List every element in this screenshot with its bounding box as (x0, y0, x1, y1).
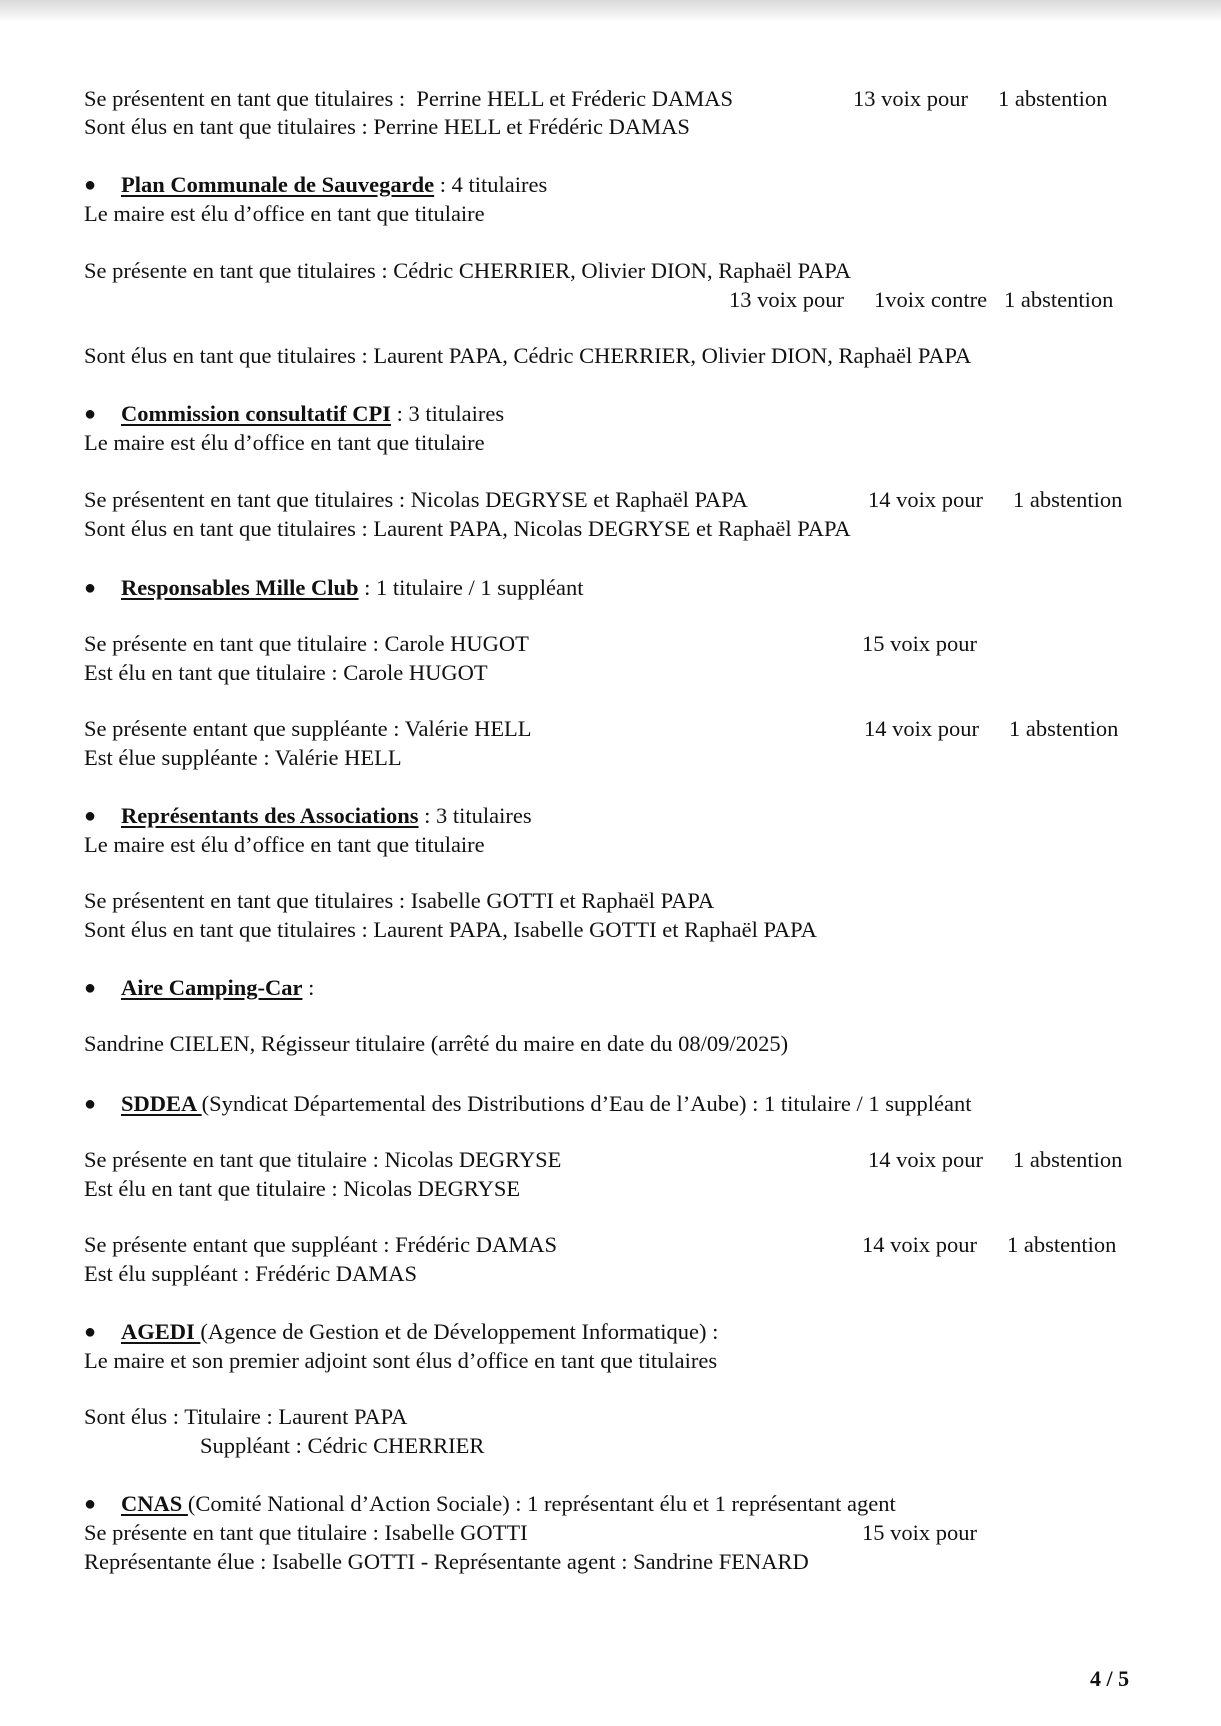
assoc-mayor-line: Le maire est élu d’office en tant que titulaire (84, 832, 485, 857)
agedi-mayor-line: Le maire et son premier adjoint sont élus d’office en tant que titulaires (84, 1348, 718, 1373)
agedi-titular-line: Sont élus : Titulaire : Laurent PAPA (84, 1404, 408, 1429)
sddea-titular-votes-for: 14 voix pour (868, 1147, 983, 1172)
cnas-heading-suffix: (Comité National d’Action Sociale) : 1 représentant élu et 1 représentant agent (187, 1491, 896, 1516)
bullet-icon: ● (84, 977, 97, 999)
pcs-candidates-line: Se présente en tant que titulaires : Cédric CHERRIER, Olivier DION, Raphaël PAPA (84, 258, 851, 283)
cpi-elected-line: Sont élus en tant que titulaires : Laurent PAPA, Nicolas DEGRYSE et Raphaël PAPA (84, 516, 851, 541)
cnas-votes-for: 15 voix pour (862, 1520, 977, 1545)
sddea-titular-abstention: 1 abstention (1013, 1147, 1123, 1172)
pcs-votes-for: 13 voix pour (729, 287, 844, 312)
cpi-heading-title: Commission consultatif CPI (121, 401, 392, 426)
cpi-votes-for: 14 voix pour (868, 487, 983, 512)
pcs-votes-against: 1voix contre (874, 287, 988, 312)
mille-titular-votes-for: 15 voix pour (862, 631, 977, 656)
mille-heading-suffix: : 1 titulaire / 1 suppléant (358, 575, 584, 600)
mille-titular-candidate-line: Se présente en tant que titulaire : Carole HUGOT (84, 631, 529, 656)
bullet-icon: ● (84, 403, 97, 425)
mille-substitute-elected-line: Est élue suppléante : Valérie HELL (84, 745, 402, 770)
cnas-candidate-line: Se présente en tant que titulaire : Isabelle GOTTI (84, 1520, 528, 1545)
cnas-heading-title: CNAS (121, 1491, 188, 1516)
pcs-abstention: 1 abstention (1004, 287, 1114, 312)
camping-heading-suffix: : (302, 975, 315, 1000)
bullet-icon: ● (84, 577, 97, 599)
sddea-substitute-elected-line: Est élu suppléant : Frédéric DAMAS (84, 1261, 418, 1286)
mille-substitute-abstention: 1 abstention (1009, 716, 1119, 741)
bullet-icon: ● (84, 174, 97, 196)
assoc-heading-suffix: : 3 titulaires (418, 803, 532, 828)
pcs-elected-line: Sont élus en tant que titulaires : Laurent PAPA, Cédric CHERRIER, Olivier DION, Raphaël PAPA (84, 343, 972, 368)
cpi-abstention: 1 abstention (1013, 487, 1123, 512)
sddea-heading-title: SDDEA (121, 1091, 202, 1116)
assoc-candidates-line: Se présentent en tant que titulaires : Isabelle GOTTI et Raphaël PAPA (84, 888, 715, 913)
sddea-substitute-votes-for: 14 voix pour (862, 1232, 977, 1257)
assoc-elected-line: Sont élus en tant que titulaires : Laurent PAPA, Isabelle GOTTI et Raphaël PAPA (84, 917, 817, 942)
assoc-heading-title: Représentants des Associations (121, 803, 419, 828)
sddea-titular-elected-line: Est élu en tant que titulaire : Nicolas DEGRYSE (84, 1176, 521, 1201)
cnas-representatives-line: Représentante élue : Isabelle GOTTI - Représentante agent : Sandrine FENARD (84, 1549, 809, 1574)
b1-votes-for: 13 voix pour (853, 86, 968, 111)
cpi-heading-suffix: : 3 titulaires (391, 401, 505, 426)
page-number: 4 / 5 (1090, 1666, 1130, 1691)
pcs-mayor-line: Le maire est élu d’office en tant que titulaire (84, 201, 485, 226)
bullet-icon: ● (84, 1493, 97, 1515)
agedi-heading-suffix: (Agence de Gestion et de Développement Informatique) : (200, 1319, 719, 1344)
mille-substitute-votes-for: 14 voix pour (864, 716, 979, 741)
scan-top-shadow (0, 0, 1221, 22)
pcs-heading-suffix: : 4 titulaires (434, 172, 548, 197)
b1-abstention: 1 abstention (998, 86, 1108, 111)
mille-heading-title: Responsables Mille Club (121, 575, 359, 600)
b1-elected-line: Sont élus en tant que titulaires : Perrine HELL et Frédéric DAMAS (84, 114, 690, 139)
pcs-heading-title: Plan Communale de Sauvegarde (121, 172, 435, 197)
sddea-heading-suffix: (Syndicat Départemental des Distributions d’Eau de l’Aube) : 1 titulaire / 1 suppléant (201, 1091, 972, 1116)
agedi-heading-title: AGEDI (121, 1319, 201, 1344)
agedi-substitute-line: Suppléant : Cédric CHERRIER (200, 1433, 485, 1458)
sddea-substitute-abstention: 1 abstention (1007, 1232, 1117, 1257)
bullet-icon: ● (84, 805, 97, 827)
bullet-icon: ● (84, 1321, 97, 1343)
mille-titular-elected-line: Est élu en tant que titulaire : Carole HUGOT (84, 660, 488, 685)
cpi-mayor-line: Le maire est élu d’office en tant que titulaire (84, 430, 485, 455)
bullet-icon: ● (84, 1093, 97, 1115)
camping-regisseur-line: Sandrine CIELEN, Régisseur titulaire (arrêté du maire en date du 08/09/2025) (84, 1031, 789, 1056)
sddea-titular-candidate-line: Se présente en tant que titulaire : Nicolas DEGRYSE (84, 1147, 562, 1172)
cpi-candidates-line: Se présentent en tant que titulaires : Nicolas DEGRYSE et Raphaël PAPA (84, 487, 748, 512)
camping-heading-title: Aire Camping-Car (121, 975, 303, 1000)
mille-substitute-candidate-line: Se présente entant que suppléante : Valérie HELL (84, 716, 532, 741)
b1-candidates-line: Se présentent en tant que titulaires : Perrine HELL et Fréderic DAMAS (84, 86, 733, 111)
sddea-substitute-candidate-line: Se présente entant que suppléant : Frédéric DAMAS (84, 1232, 558, 1257)
